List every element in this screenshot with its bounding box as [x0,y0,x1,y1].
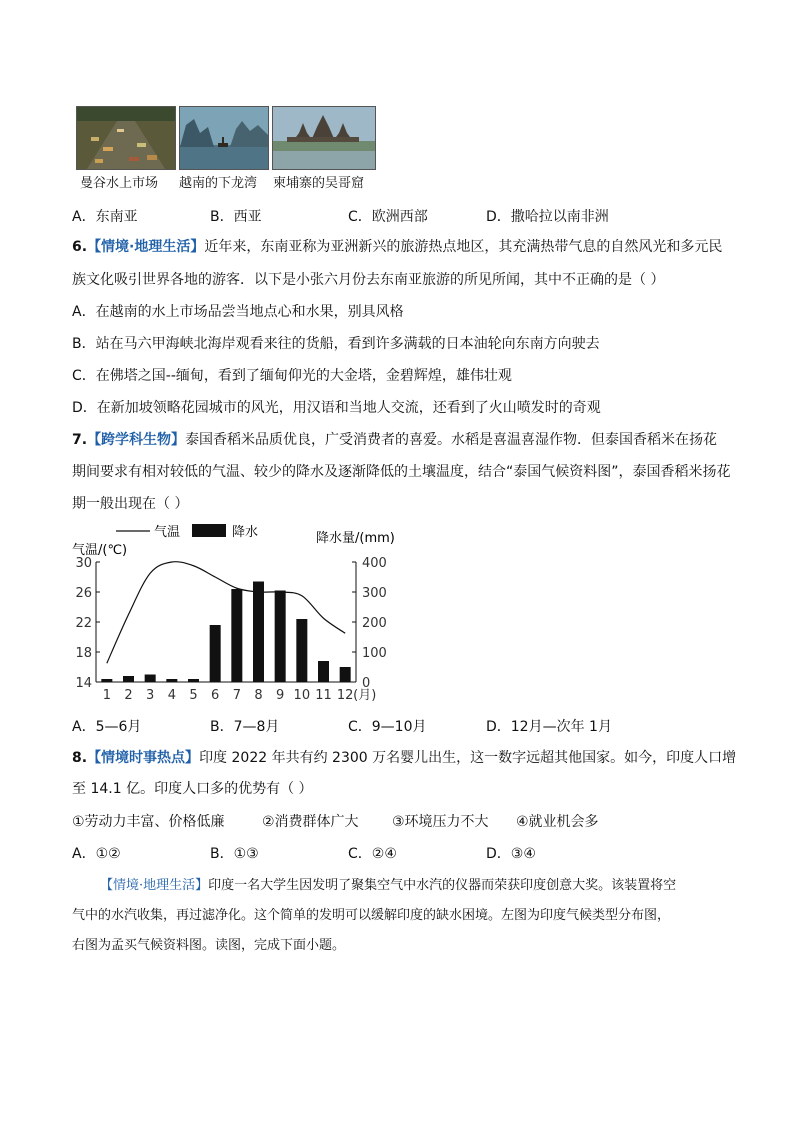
precipitation-bar [210,625,221,682]
legend-bar-label: 降水 [232,525,259,540]
q8-option-c: C．②④ [348,846,397,862]
chart-plot-area [75,556,386,703]
q6-option-a: A．在越南的水上市场品尝当地点心和水果，别具风格 [72,304,404,320]
passage-line-1 [100,876,676,896]
left-tick-label: 14 [75,676,92,691]
photo-caption-1: 曼谷水上市场 [80,176,159,191]
q5-option-b: B．西亚 [210,209,262,225]
q7-stem-line-3: 期一般出现在（ ） [72,496,189,512]
q8-stem-line-2: 至 14.1 亿。印度人口多的优势有（ ） [72,781,313,797]
q7-tag: 【跨学科生物】 [87,432,186,448]
q6-number: 6. [72,239,88,255]
q7-option-d: D．12月—次年 1月 [486,719,612,735]
q7-option-c: C．9—10月 [348,719,427,735]
right-tick-label: 0 [362,676,371,691]
q6-stem-line-2: 族文化吸引世界各地的游客．以下是小张六月份去东南亚旅游的所见所闻，其中不正确的是（ ） [72,272,665,288]
q8-option-a: A．①② [72,846,121,862]
temperature-line [107,562,345,664]
q8-number: 8. [72,750,88,766]
q8-stem-line-1 [72,748,736,768]
q7-option-a: A．5—6月 [72,719,142,735]
month-label: 5 [189,688,198,703]
precipitation-bar [340,667,351,682]
month-label: 11 [315,688,332,703]
month-label: 9 [276,688,285,703]
passage-line-3: 右图为孟买气候资料图。读图，完成下面小题。 [72,938,346,953]
floating-market-image [77,107,175,169]
precipitation-bar [275,591,286,683]
month-label: 7 [232,688,241,703]
q5-option-c: C．欧洲西部 [348,209,428,225]
left-tick-label: 30 [75,556,92,571]
q7-option-b: B．7—8月 [210,719,280,735]
left-tick-label: 22 [75,616,92,631]
q8-statement-4: ④就业机会多 [516,814,599,830]
precipitation-bar [318,661,329,682]
month-label: 2 [124,688,133,703]
month-label: 1 [102,688,111,703]
month-label: 6 [211,688,220,703]
q6-option-c: C．在佛塔之国--缅甸，看到了缅甸仰光的大金塔，金碧辉煌，雄伟壮观 [72,368,512,384]
halong-bay-image [180,107,268,169]
legend-line-label: 气温 [154,525,181,540]
month-label: 8 [254,688,263,703]
halong-bay-photo [179,106,269,170]
angkor-wat-photo [272,106,376,170]
q6-stem-line-1 [72,237,722,257]
right-axis-label: 降水量/(mm) [316,531,395,546]
thailand-climate-chart [66,520,396,710]
q8-stem-text-1: 印度 2022 年共有约 2300 万名婴儿出生，这一数字远超其他国家。如今，印度人口增 [199,750,737,766]
q7-stem-line-1 [72,430,717,450]
passage-line-2: 气中的水汽收集，再过滤净化。这个简单的发明可以缓解印度的缺水困境。左图为印度气候类型分布图， [72,908,671,923]
q6-stem-text-1: 近年来，东南亚称为亚洲新兴的旅游热点地区，其充满热带气息的自然风光和多元民 [204,239,723,255]
q7-number: 7. [72,432,88,448]
precipitation-bar [145,675,156,683]
q5-option-a: A．东南亚 [72,209,138,225]
month-label: 4 [167,688,176,703]
q8-statement-3: ③环境压力不大 [392,814,489,830]
right-tick-label: 200 [362,616,387,631]
precipitation-bar [123,676,134,682]
right-tick-label: 400 [362,556,387,571]
q6-option-d: D．在新加坡领略花园城市的风光，用汉语和当地人交流，还看到了火山喷发时的奇观 [72,400,601,416]
right-tick-label: 100 [362,646,387,661]
photo-caption-3: 柬埔寨的吴哥窟 [273,176,365,191]
q7-stem-text-1: 泰国香稻米品质优良，广受消费者的喜爱。水稻是喜温喜湿作物．但泰国香稻米在扬花 [185,432,718,448]
month-label: 12 [336,688,354,703]
legend-bar-swatch [192,524,226,537]
left-axis-label: 气温/(℃) [72,543,128,558]
month-unit-label: (月) [353,688,377,703]
precipitation-bar [231,589,242,682]
precipitation-bar [188,679,199,682]
q6-option-b: B．站在马六甲海峡北海岸观看来往的货船，看到许多满载的日本油轮向东南方向驶去 [72,336,600,352]
q8-option-d: D．③④ [486,846,536,862]
precipitation-bar [296,619,307,682]
q6-tag: 【情境·地理生活】 [87,239,205,255]
month-label: 3 [146,688,155,703]
precipitation-bar [253,582,264,683]
month-label: 10 [293,688,311,703]
q8-tag: 【情境时事热点】 [87,750,200,766]
precipitation-bar [101,679,112,682]
left-tick-label: 26 [75,586,92,601]
right-tick-label: 300 [362,586,387,601]
left-tick-label: 18 [75,646,92,661]
photo-caption-2: 越南的下龙湾 [179,176,258,191]
passage-tag: 【情境·地理生活】 [100,878,209,893]
q7-stem-line-2: 期间要求有相对较低的气温、较少的降水及逐渐降低的土壤温度，结合“泰国气候资料图”，泰国香稻米扬花 [72,464,731,480]
floating-market-photo [76,106,176,170]
q8-option-b: B．①③ [210,846,259,862]
angkor-wat-image [273,107,375,169]
q8-statement-1: ①劳动力丰富、价格低廉 [72,814,225,830]
passage-text-1: 印度一名大学生因发明了聚集空气中水汽的仪器而荣获印度创意大奖。该装置将空 [208,878,677,893]
q8-statement-2: ②消费群体广大 [262,814,359,830]
precipitation-bar [166,679,177,682]
q5-option-d: D．撒哈拉以南非洲 [486,209,609,225]
